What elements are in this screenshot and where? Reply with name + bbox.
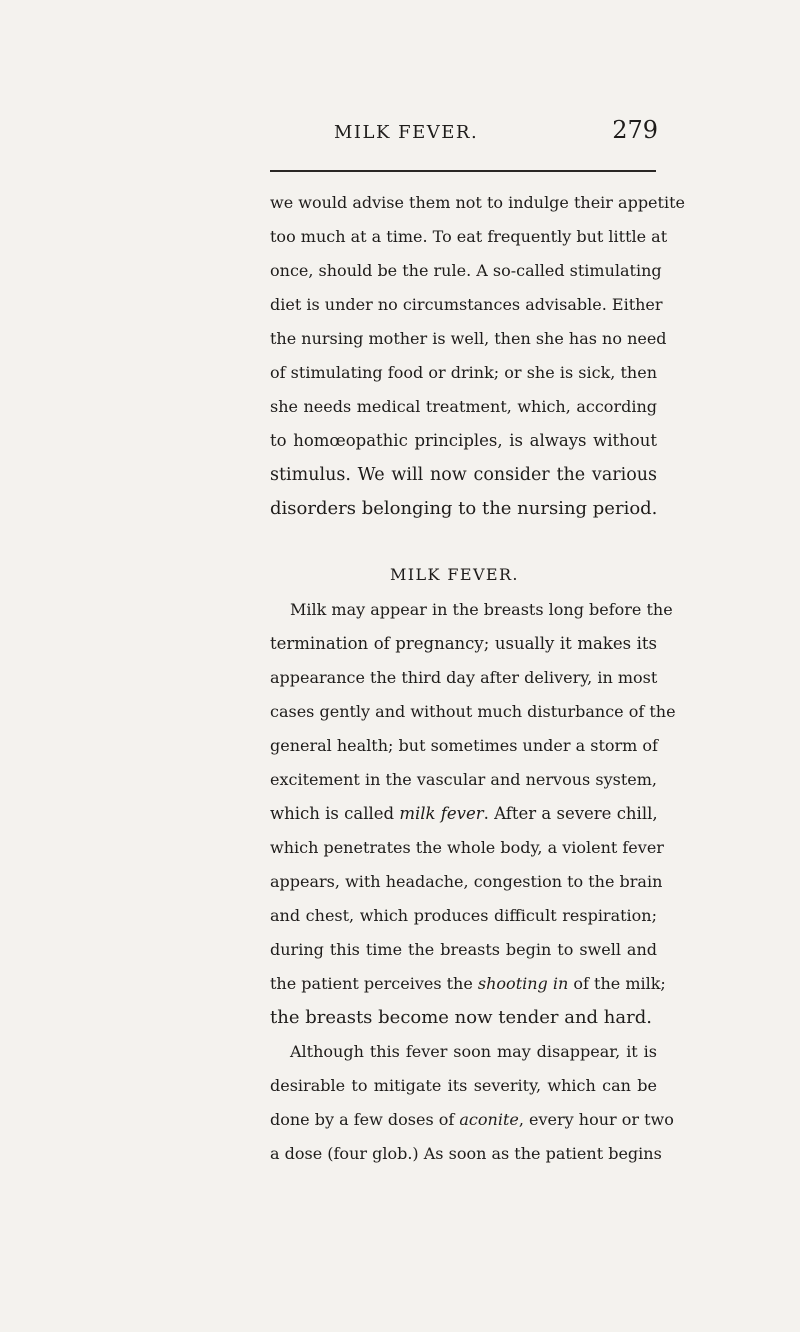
text-run: the patient perceives the [270,974,478,993]
text-run: of the milk; [568,974,666,993]
text-line: of stimulating food or drink; or she is sick, then [270,363,657,382]
text-run: which is called [270,804,400,823]
text-line: diet is under no circumstances advisable. Either [270,295,663,314]
text-line: Although this fever soon may disappear, it is [290,1042,657,1061]
text-line: stimulus. We will now consider the various [270,465,657,485]
text-line: cases gently and without much disturbance of the [270,702,676,721]
italic-term: aconite [459,1110,519,1129]
text-line: she needs medical treatment, which, according [270,397,657,416]
running-title: MILK FEVER. [334,122,479,143]
text-line: the nursing mother is well, then she has no need [270,329,667,348]
text-line: excitement in the vascular and nervous system, [270,770,657,789]
text-line: a dose (four glob.) As soon as the patient begins [270,1144,662,1163]
text-line: during this time the breasts begin to swell and [270,940,657,959]
text-line: to homœopathic principles, is always without [270,431,657,450]
text-line: appearance the third day after delivery, in most [270,668,658,687]
text-line: desirable to mitigate its severity, which can be [270,1076,657,1095]
text-line: and chest, which produces difficult respiration; [270,906,657,925]
italic-term: milk fever [399,804,484,823]
text-line: termination of pregnancy; usually it makes its [270,634,657,653]
text-line [270,1103,674,1137]
text-line: general health; but sometimes under a storm of [270,736,658,755]
text-run: , every hour or two [518,1110,674,1129]
page-number: 279 [612,116,658,144]
text-line: the breasts become now tender and hard. [270,1007,652,1028]
text-run: . After a severe chill, [483,804,658,823]
section-heading: MILK FEVER. [390,565,519,584]
text-line [270,967,666,1001]
text-run: done by a few doses of [270,1110,460,1129]
text-line: disorders belonging to the nursing period. [270,498,658,519]
text-line: which penetrates the whole body, a violent fever [270,838,664,857]
text-line: Milk may appear in the breasts long before the [290,600,673,619]
text-line: once, should be the rule. A so-called stimulating [270,261,662,280]
italic-term: shooting in [477,974,569,993]
header-rule [270,170,656,172]
text-line: appears, with headache, congestion to the brain [270,872,663,891]
text-line: we would advise them not to indulge their appetite [270,193,685,212]
running-head [248,112,658,152]
text-line [270,797,657,831]
text-line: too much at a time. To eat frequently but little at [270,227,668,246]
